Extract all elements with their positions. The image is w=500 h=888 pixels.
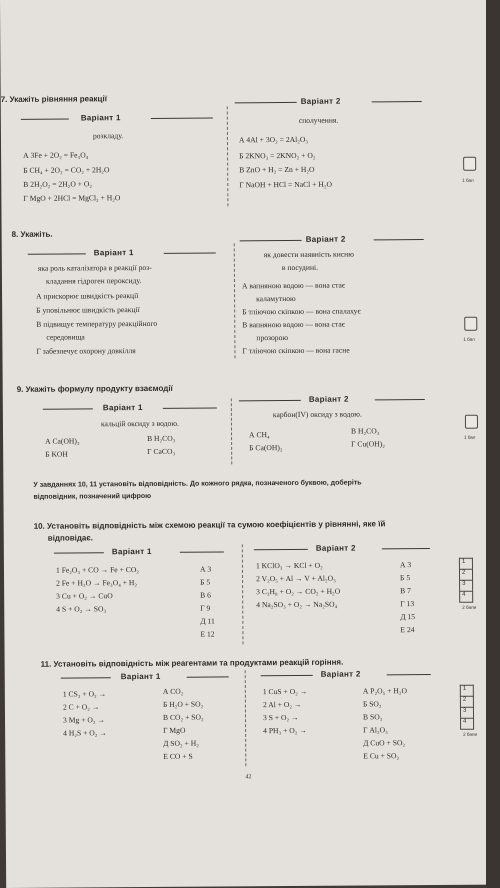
question-10-title-line-1: 10. Установіть відповідність між схемою реакції та сумою коефіцієнтів у рівнянні, яке їй: [33, 519, 386, 531]
q7-v2-option-a: А 4Al + 3O₂ = 2Al₂O₃: [238, 134, 309, 145]
q8-variant-2-header: Варіант 2: [305, 234, 346, 244]
q8-v2-option-a-line-1: А вапняною водою — вона стає: [241, 280, 346, 291]
q8-v1-prompt-line-1: яка роль каталізатора в реакції роз-: [37, 262, 152, 273]
q10-v2-right-4: Г 13: [400, 599, 415, 609]
q8-v2-option-c-line-2: прозорою: [256, 332, 289, 343]
q10-v2-left-2: 2 V₂O₅ + Al → V + Al₂O₃: [256, 573, 336, 584]
q9-v2-option-a: А CH₄: [249, 430, 270, 440]
q11-v2-left-3: 3 S + O₂ →: [262, 712, 299, 723]
q8-v2-prompt-line-1: як довести наявність кисню: [263, 249, 354, 260]
q9-v1-prompt: кальцій оксиду з водою.: [100, 418, 179, 429]
q11-v1-left-2: 2 C + O₂ →: [62, 702, 100, 712]
q11-v2-right-1: А P₂O₅ + H₂O: [362, 686, 407, 696]
q10-points: 2 бали: [462, 604, 477, 610]
q11-v2-left-1: 1 CuS + O₂ →: [262, 686, 308, 697]
q11-v1-left-4: 4 H₂S + O₂ →: [63, 728, 107, 738]
q11-answer-grid[interactable]: [460, 685, 474, 730]
q11-v2-right-3: В SO₃: [362, 712, 383, 722]
q11-variant-1-header: Варіант 1: [120, 671, 161, 682]
q11-v2-left-4: 4 PH₃ + O₂ →: [263, 725, 307, 736]
q9-v2-option-c: В H₂CO₃: [350, 426, 380, 436]
q7-variant-1-header: Варіант 1: [80, 113, 121, 123]
q7-v1-option-b: Б CH₄ + 2O₂ = CO₂ + 2H₂O: [23, 165, 110, 175]
q8-v1-option-d: Г забезпечує охорону довкілля: [36, 346, 136, 356]
q8-v2-option-c-line-1: В вапняною водою — вона стає: [242, 319, 345, 330]
q11-v1-right-3: В CO₂ + SO₂: [162, 712, 204, 722]
q9-v1-option-d: Г CaCO₃: [147, 446, 176, 456]
q8-points: 1 бал: [463, 336, 475, 342]
q11-v2-right-2: Б SO₂: [362, 699, 382, 709]
q7-points: 1 бал: [462, 177, 474, 183]
q8-v2-option-b: Б тліючою скіпкою — вона спалахує: [242, 306, 361, 317]
q10-answer-cell-1[interactable]: 1: [459, 558, 473, 569]
q10-answer-cell-4[interactable]: 4: [459, 591, 473, 603]
q7-v2-option-c: В ZnO + H₂ = Zn + H₂O: [239, 164, 315, 175]
question-9-title: 9. Укажіть формулу продукту взаємодії: [16, 383, 173, 394]
q7-v1-option-d: Г MgO + 2HCl = MgCl₂ + H₂O: [23, 193, 121, 203]
q10-v1-right-2: Б 5: [200, 577, 211, 587]
q8-v1-option-a: А прискорює швидкість реакції: [36, 291, 139, 301]
q11-variant-2-header: Варіант 2: [320, 669, 361, 679]
q11-answer-cell-4[interactable]: 4: [460, 718, 474, 730]
q11-v1-right-2: Б H₂O + SO₂: [162, 699, 204, 709]
q10-v1-right-3: В 6: [200, 590, 211, 600]
q9-variant-2-header: Варіант 2: [308, 394, 349, 404]
q10-variant-2-header: Варіант 2: [315, 543, 356, 553]
q11-v2-left-2: 2 Al + O₂ →: [262, 699, 302, 710]
q10-v1-right-5: Д 11: [200, 616, 215, 626]
q7-v1-prompt: розкладу.: [92, 131, 124, 141]
q11-v1-right-1: А CO₂: [162, 686, 184, 696]
q8-v1-option-c-line-2: середовища: [46, 332, 85, 342]
q8-answer-box[interactable]: [464, 317, 477, 331]
question-7-title: 7. Укажіть рівняння реакції: [0, 94, 107, 104]
question-8-title: 8. Укажіть.: [11, 229, 53, 239]
q11-answer-cell-1[interactable]: 1: [460, 685, 474, 696]
question-11-title: 11. Установіть відповідність між реагентами та продуктами реакцій горіння.: [40, 657, 344, 669]
q9-v2-option-d: Г Cu(OH)₂: [351, 439, 385, 449]
q11-answer-cell-2[interactable]: 2: [460, 696, 474, 707]
instruction-line-1: У завданнях 10, 11 установіть відповідність. До кожного рядка, позначеного буквою, доберіть: [33, 479, 362, 489]
q9-v1-option-b: Б KOH: [45, 449, 68, 459]
q10-v1-left-2: 2 Fe + H₂O → Fe₃O₄ + H₂: [56, 578, 138, 588]
q10-v1-left-3: 3 Cu + O₂ → CuO: [56, 591, 113, 601]
q8-variant-1-header: Варіант 1: [93, 248, 134, 258]
q10-variant-1-header: Варіант 1: [111, 546, 152, 557]
q10-v1-left-1: 1 Fe₂O₃ + CO → Fe + CO₂: [55, 565, 139, 575]
q8-v1-option-b: Б уповільнює швидкість реакції: [36, 305, 140, 315]
q9-v2-prompt: карбон(IV) оксиду з водою.: [272, 409, 362, 420]
q8-v2-option-d: Г тліючою скіпкою — вона гасне: [242, 345, 350, 356]
q11-points: 2 бали: [463, 731, 478, 737]
q7-v1-option-c: В 2H₂O₂ = 2H₂O + O₂: [23, 179, 93, 189]
q11-v1-right-4: Г MgO: [163, 725, 186, 735]
page-number: 42: [245, 774, 252, 781]
q11-v2-right-5: Д CuO + SO₂: [363, 738, 406, 748]
q8-v1-prompt-line-2: кладання гідроген пероксиду.: [45, 276, 142, 286]
q7-v2-option-b: Б 2KNO₃ = 2KNO₂ + O₂: [239, 150, 316, 161]
q10-v2-right-6: Е 24: [400, 625, 415, 635]
q9-variant-1-header: Варіант 1: [102, 403, 143, 413]
q7-v2-option-d: Г NaOH + HCl = NaCl + H₂O: [239, 179, 332, 190]
q10-v2-left-3: 3 C₃H₈ + O₂ → CO₂ + H₂O: [256, 586, 341, 597]
q9-v2-option-b: Б Ca(OH)₂: [249, 443, 283, 453]
q10-v2-right-5: Д 15: [400, 612, 416, 622]
q10-answer-grid[interactable]: [459, 558, 473, 603]
q10-v2-left-1: 1 KClO₃ → KCl + O₂: [255, 560, 323, 571]
q11-v1-right-6: Е CO + S: [163, 751, 193, 761]
q8-v2-prompt-line-2: в посудині.: [281, 262, 319, 273]
q10-v1-left-4: 4 S + O₂ → SO₃: [56, 604, 107, 614]
q7-answer-box[interactable]: [463, 157, 476, 171]
q10-v2-right-3: В 7: [400, 586, 411, 596]
instruction-line-2: відповідник, позначений цифрою: [33, 492, 152, 501]
q11-v2-right-4: Г Al₂O₃: [363, 725, 388, 735]
q7-v2-prompt: сполучення.: [298, 115, 339, 125]
q9-points: 1 бал: [464, 434, 476, 440]
q10-answer-cell-3[interactable]: 3: [459, 580, 473, 591]
q11-v1-right-5: Д SO₂ + H₂: [163, 738, 199, 748]
q10-v2-right-2: Б 5: [400, 573, 411, 583]
q10-v1-right-6: Е 12: [200, 629, 215, 639]
q10-v1-right-4: Г 9: [200, 603, 211, 613]
q9-answer-box[interactable]: [465, 415, 478, 429]
page-edge-shadow: [486, 0, 500, 888]
q10-v2-left-4: 4 Na₂SO₃ + O₂ → Na₂SO₄: [256, 599, 338, 610]
q9-v1-option-c: В H₂CO₃: [147, 433, 176, 443]
q8-v1-option-c-line-1: В підвищує температуру реакційного: [36, 318, 158, 329]
q9-v1-option-a: А Ca(OH)₂: [45, 436, 80, 446]
q11-v2-right-6: Е Cu + SO₂: [363, 751, 400, 761]
q7-variant-2-header: Варіант 2: [300, 96, 341, 106]
q11-v1-left-1: 1 CS₂ + O₂ →: [62, 689, 107, 699]
q10-answer-cell-2[interactable]: 2: [459, 569, 473, 580]
q10-v1-right-1: А 3: [199, 564, 212, 574]
q7-v1-option-a: А 3Fe + 2O₂ = Fe₃O₄: [23, 150, 89, 160]
q11-v1-left-3: 3 Mg + O₂ →: [62, 715, 106, 725]
q10-v2-right-1: А 3: [399, 560, 412, 570]
question-10-title-line-2: відповідає.: [47, 533, 94, 543]
q8-v2-option-a-line-2: каламутною: [256, 293, 296, 304]
q11-answer-cell-3[interactable]: 3: [460, 707, 474, 718]
